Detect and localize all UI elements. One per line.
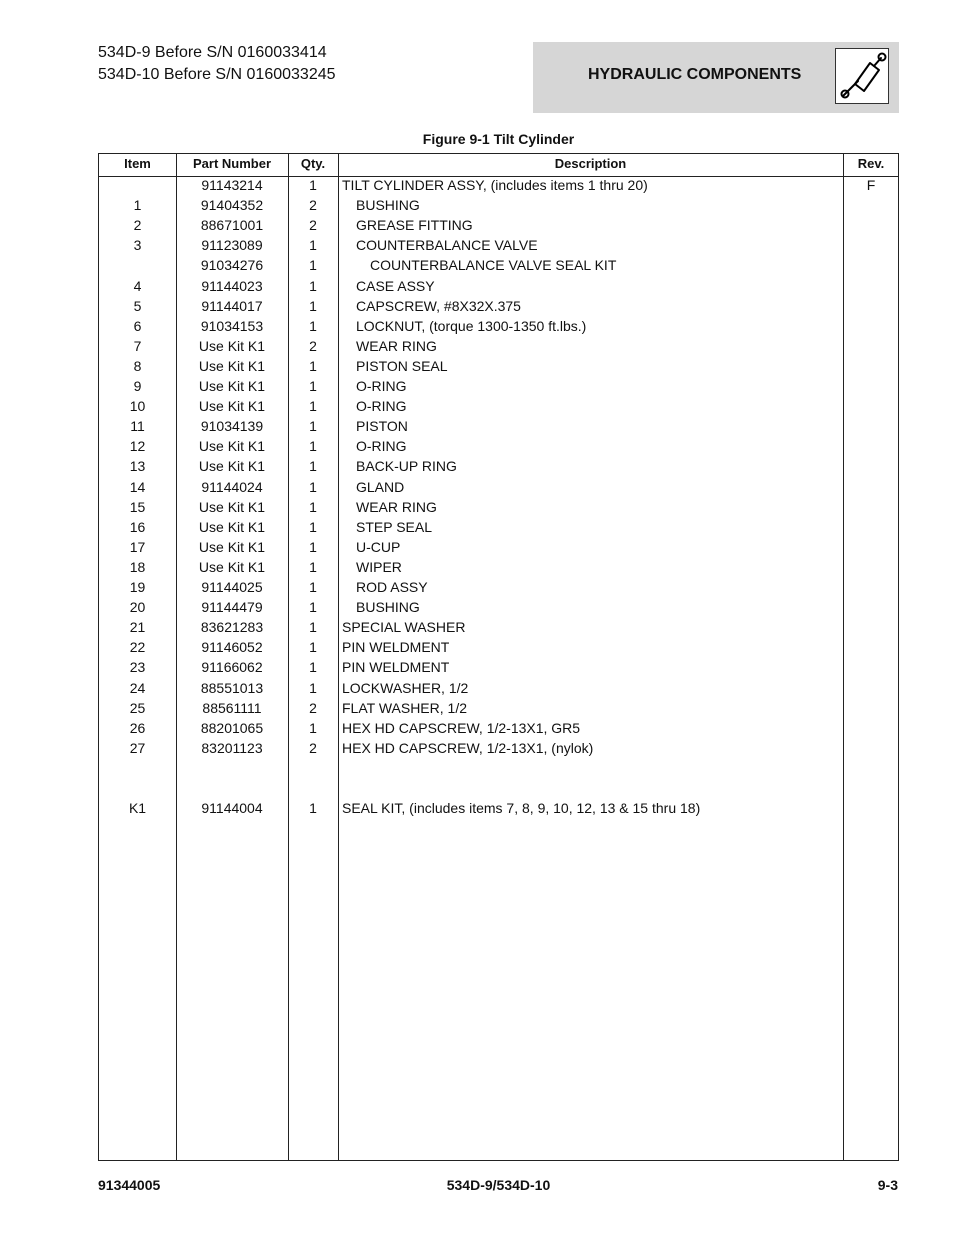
part-number-cell: Use Kit K1 — [198, 438, 266, 455]
description-cell: U-CUP — [356, 538, 401, 555]
table-row — [99, 296, 898, 316]
hydraulic-cylinder-icon — [835, 48, 889, 104]
item-cell: 6 — [133, 317, 142, 334]
description-cell: PISTON SEAL — [356, 357, 448, 374]
item-cell: 7 — [133, 337, 142, 354]
table-row — [99, 195, 898, 215]
item-cell: 24 — [129, 679, 146, 696]
footer-models: 534D-9/534D-10 — [446, 1177, 551, 1193]
description-cell: PISTON — [356, 418, 408, 435]
table-row — [99, 477, 898, 497]
item-cell: 13 — [129, 458, 146, 475]
part-number-cell: 88561111 — [202, 699, 262, 716]
part-number-cell: 88201065 — [200, 719, 264, 736]
description-cell: WEAR RING — [356, 498, 437, 515]
item-cell: 9 — [133, 378, 142, 394]
section-title: HYDRAULIC COMPONENTS — [588, 66, 802, 83]
item-cell: 8 — [133, 357, 142, 374]
table-row — [99, 436, 898, 456]
description-cell: SPECIAL WASHER — [342, 619, 466, 636]
description-cell: HEX HD CAPSCREW, 1/2-13X1, (nylok) — [342, 739, 594, 756]
table-row — [99, 336, 898, 356]
part-number-cell: Use Kit K1 — [198, 378, 266, 394]
part-number-cell: 91146052 — [201, 639, 263, 656]
item-cell: 10 — [129, 398, 146, 415]
table-row — [99, 718, 898, 738]
column-header-description: Description — [554, 156, 627, 171]
description-cell: WEAR RING — [356, 337, 437, 354]
description-cell: BUSHING — [356, 599, 420, 616]
part-number-cell: 91144004 — [201, 800, 263, 817]
description-cell: LOCKNUT, (torque 1300-1350 ft.lbs.) — [356, 317, 587, 334]
qty-cell: 1 — [309, 518, 317, 535]
qty-cell: 1 — [309, 357, 317, 374]
table-row — [99, 778, 898, 798]
column-header-item: Item — [124, 156, 151, 171]
table-row — [99, 416, 898, 436]
qty-cell: 2 — [309, 337, 317, 354]
item-cell: K1 — [128, 800, 147, 817]
table-row — [99, 557, 898, 577]
qty-cell: 1 — [309, 378, 317, 394]
part-number-cell: 91144025 — [201, 579, 263, 595]
part-number-cell: Use Kit K1 — [198, 357, 266, 374]
column-header-rev: Rev. — [857, 156, 885, 171]
table-row — [99, 738, 898, 758]
item-cell: 3 — [133, 237, 142, 254]
qty-cell: 2 — [309, 739, 317, 756]
item-cell: 2 — [133, 217, 142, 234]
qty-cell: 1 — [309, 558, 317, 575]
item-cell: 11 — [130, 418, 145, 435]
table-row — [99, 276, 898, 296]
item-cell: 23 — [129, 659, 146, 676]
part-number-cell: 91034276 — [200, 257, 264, 274]
part-number-cell: 91034139 — [200, 418, 264, 435]
qty-cell: 1 — [309, 237, 317, 254]
description-cell: CASE ASSY — [356, 277, 435, 294]
part-number-cell: 91166062 — [201, 659, 263, 676]
qty-cell: 2 — [309, 217, 317, 234]
model-line-2: 534D-10 Before S/N 0160033245 — [98, 66, 336, 83]
qty-cell: 1 — [309, 599, 317, 616]
part-number-cell: 91034153 — [200, 317, 264, 334]
description-cell: LOCKWASHER, 1/2 — [342, 679, 469, 696]
qty-cell: 1 — [309, 800, 317, 817]
part-number-cell: 91144479 — [201, 599, 263, 616]
part-number-cell: 83201123 — [201, 739, 263, 756]
description-cell: TILT CYLINDER ASSY, (includes items 1 thru 20) — [342, 177, 648, 193]
item-cell: 27 — [129, 739, 146, 756]
part-number-cell: 88551013 — [200, 679, 264, 696]
part-number-cell: Use Kit K1 — [198, 458, 266, 475]
part-number-cell: 83621283 — [200, 619, 264, 636]
section-header — [533, 42, 899, 113]
qty-cell: 1 — [309, 659, 317, 676]
description-cell: WIPER — [356, 558, 402, 575]
item-cell: 14 — [129, 478, 146, 495]
rev-cell: F — [866, 177, 876, 193]
manual-number: 91344005 — [98, 1177, 161, 1193]
table-row — [99, 356, 898, 376]
qty-cell: 1 — [309, 257, 317, 274]
table-row — [99, 376, 898, 396]
qty-cell: 1 — [309, 538, 317, 555]
table-row — [99, 517, 898, 537]
part-number-cell: 91123089 — [201, 237, 263, 254]
item-cell: 19 — [129, 579, 146, 595]
model-line-1: 534D-9 Before S/N 0160033414 — [98, 44, 327, 61]
item-cell: 15 — [129, 498, 146, 515]
table-row — [99, 698, 898, 718]
table-row — [99, 758, 898, 778]
part-number-cell: 88671001 — [200, 217, 264, 234]
table-row — [99, 456, 898, 476]
qty-cell: 1 — [309, 277, 317, 294]
description-cell: GREASE FITTING — [356, 217, 473, 234]
item-cell: 4 — [133, 277, 142, 294]
description-cell: FLAT WASHER, 1/2 — [342, 699, 467, 716]
page-number: 9-3 — [877, 1177, 898, 1193]
table-row — [99, 396, 898, 416]
item-cell: 22 — [129, 639, 146, 656]
item-cell: 16 — [129, 518, 146, 535]
qty-cell: 1 — [309, 317, 317, 334]
table-row — [99, 597, 898, 617]
table-row — [99, 637, 898, 657]
qty-cell: 1 — [309, 478, 317, 495]
description-cell: O-RING — [356, 438, 407, 455]
qty-cell: 1 — [309, 719, 317, 736]
part-number-cell: 91144023 — [201, 277, 263, 294]
table-row — [99, 657, 898, 677]
item-cell: 1 — [133, 197, 142, 214]
item-cell: 18 — [129, 558, 146, 575]
part-number-cell: Use Kit K1 — [198, 398, 266, 415]
description-cell: COUNTERBALANCE VALVE SEAL KIT — [370, 257, 617, 274]
description-cell: PIN WELDMENT — [342, 659, 450, 676]
part-number-cell: Use Kit K1 — [198, 518, 266, 535]
table-row — [99, 215, 898, 235]
item-cell: 21 — [129, 619, 146, 636]
table-row — [99, 678, 898, 698]
qty-cell: 1 — [309, 418, 317, 435]
description-cell: O-RING — [356, 378, 407, 394]
description-cell: O-RING — [356, 398, 407, 415]
qty-cell: 1 — [309, 579, 317, 595]
column-header-part-number: Part Number — [192, 156, 272, 171]
figure-title: Figure 9-1 Tilt Cylinder — [422, 131, 575, 147]
description-cell: ROD ASSY — [356, 579, 428, 595]
description-cell: SEAL KIT, (includes items 7, 8, 9, 10, 12, 13 & 15 thru 18) — [342, 800, 701, 817]
table-row — [99, 617, 898, 637]
item-cell: 25 — [129, 699, 146, 716]
model-header — [98, 42, 336, 86]
qty-cell: 1 — [309, 679, 317, 696]
table-row — [99, 497, 898, 517]
qty-cell: 1 — [309, 458, 317, 475]
parts-table — [98, 153, 899, 1161]
item-cell: 26 — [129, 719, 146, 736]
part-number-cell: Use Kit K1 — [198, 538, 266, 555]
part-number-cell: Use Kit K1 — [198, 558, 266, 575]
qty-cell: 2 — [309, 699, 317, 716]
part-number-cell: Use Kit K1 — [198, 337, 266, 354]
qty-cell: 1 — [309, 438, 317, 455]
qty-cell: 1 — [309, 297, 317, 314]
description-cell: STEP SEAL — [356, 518, 433, 535]
table-row — [99, 577, 898, 597]
description-cell: BACK-UP RING — [356, 458, 457, 475]
table-row — [99, 537, 898, 557]
description-cell: BUSHING — [356, 197, 420, 214]
table-header — [99, 154, 898, 177]
qty-cell: 1 — [309, 398, 317, 415]
table-row — [99, 798, 898, 818]
item-cell: 5 — [133, 297, 142, 314]
description-cell: PIN WELDMENT — [342, 639, 450, 656]
description-cell: HEX HD CAPSCREW, 1/2-13X1, GR5 — [342, 719, 581, 736]
table-row — [99, 175, 898, 195]
part-number-cell: 91143214 — [201, 177, 263, 193]
item-cell: 20 — [129, 599, 146, 616]
part-number-cell: 91144017 — [201, 297, 263, 314]
part-number-cell: Use Kit K1 — [198, 498, 266, 515]
part-number-cell: 91404352 — [200, 197, 264, 214]
qty-cell: 1 — [309, 619, 317, 636]
qty-cell: 1 — [309, 639, 317, 656]
table-row — [99, 316, 898, 336]
item-cell: 12 — [129, 438, 146, 455]
item-cell: 17 — [129, 538, 146, 555]
column-header-qty: Qty. — [300, 156, 326, 171]
part-number-cell: 91144024 — [201, 478, 263, 495]
qty-cell: 1 — [309, 177, 317, 193]
description-cell: GLAND — [356, 478, 405, 495]
description-cell: COUNTERBALANCE VALVE — [356, 237, 538, 254]
table-row — [99, 235, 898, 255]
qty-cell: 1 — [309, 498, 317, 515]
qty-cell: 2 — [309, 197, 317, 214]
description-cell: CAPSCREW, #8X32X.375 — [356, 297, 521, 314]
table-row — [99, 255, 898, 275]
